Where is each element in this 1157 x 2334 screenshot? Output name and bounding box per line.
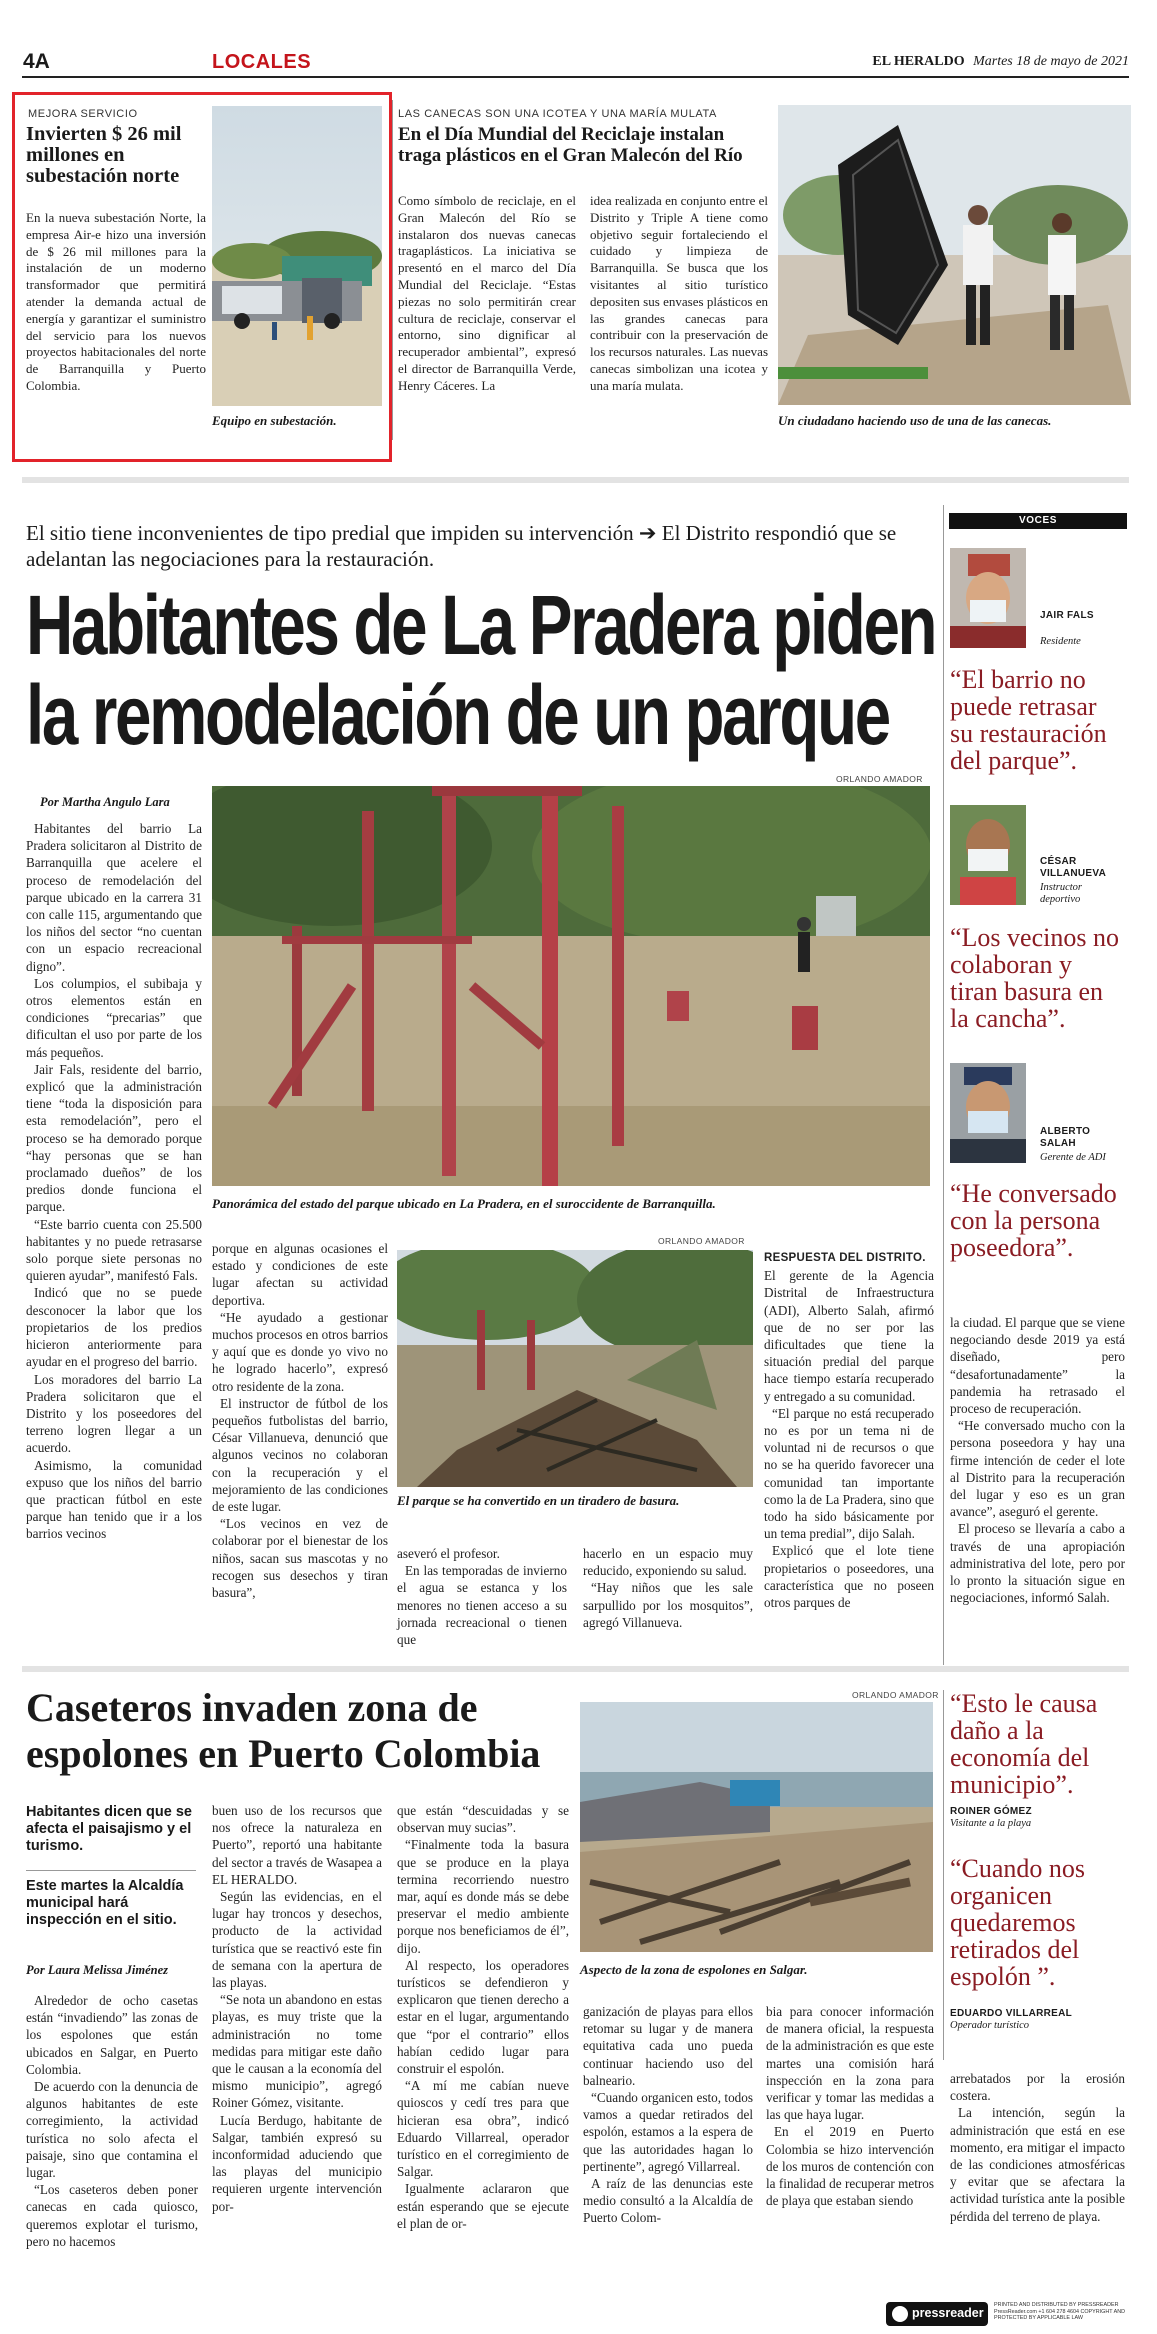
- pressreader-icon: [892, 2306, 908, 2322]
- main-paragraph: “El parque no está recuperado no es por un tema ni de voluntad ni de recursos o que no se ha querido favorecer una comunidad tan importante como la de La Pradera, sino que todo ha sido básicamente por un tema predial”, dijo Salah.: [764, 1405, 934, 1542]
- bottom-byline: Por Laura Melissa Jiménez: [26, 1963, 169, 1977]
- main-paragraph: Explicó que el lote tiene propietarios o poseedores, una característica que no poseen otros parques de: [764, 1543, 934, 1611]
- bottom-paragraph: Igualmente aclararon que están esperando que se ejecute el plan de or-: [397, 2181, 569, 2231]
- bottom-paragraph: De acuerdo con la denuncia de algunos habitantes de este corregimiento, la actividad turística no solo afecta el paisaje, sino que contamina el lugar.: [26, 2079, 198, 2181]
- main-paragraph: hacerlo en un espacio muy reducido, exponiendo su salud.: [583, 1546, 753, 1579]
- edition-date: Martes 18 de mayo de 2021: [973, 54, 1129, 69]
- bottom-column-3: [397, 1802, 569, 2232]
- bottom-paragraph: Lucía Berdugo, habitante de Salgar, también expresó su inconformidad aduciendo que las playas del municipio requieren urgente intervención por-: [212, 2112, 382, 2214]
- bottom-paragraph: arrebatados por la erosión costera.: [950, 2071, 1125, 2104]
- substation-photo: [212, 106, 382, 406]
- voice-3-name: ALBERTO SALAH: [1040, 1126, 1091, 1149]
- voice-3-quote: “He conversado con la persona poseedora”.: [950, 1179, 1117, 1262]
- bottom-quote-1: “Esto le causa daño a la economía del municipio”.: [950, 1689, 1098, 1799]
- main-paragraph: “Hay niños que les sale sarpullido por los mosquitos”, agregó Villanueva.: [583, 1580, 753, 1630]
- voice-1-name: JAIR FALS: [1040, 610, 1094, 621]
- voice-2-name: CÉSAR VILLANUEVA: [1040, 856, 1107, 879]
- trash-park-photo: [397, 1250, 753, 1487]
- main-byline: Por Martha Angulo Lara: [40, 795, 170, 809]
- brief-divider: [392, 100, 393, 440]
- main-column-1: [26, 820, 202, 1543]
- voice-1-role: Residente: [1040, 636, 1081, 647]
- photo-credit-bottom: ORLANDO AMADOR: [852, 1690, 939, 1700]
- brief1-body: En la nueva subestación Norte, la empresa Air-e hizo una inversión de $ 26 mil millones para la instalación de un moderno transformador que permitirá atender la demanda actual de energía y garantizar el suministro del servicio para los nuevos proyectos habitacionales del norte de Barranquilla y Puerto Colombia.: [26, 210, 206, 393]
- avatar: [950, 548, 1026, 648]
- bottom-paragraph: La intención, según la administración que está en ese momento, era mitigar el impacto de las condiciones atmosféricas y evitar que se afectara la actividad turística ante la posible pérdida del terreno de playa.: [950, 2105, 1125, 2224]
- main-paragraph: aseveró el profesor.: [397, 1546, 500, 1561]
- bottom-quote-2-name: EDUARDO VILLARREAL: [950, 2008, 1073, 2019]
- section-name: LOCALES: [212, 51, 312, 73]
- voice-2-role: Instructor deportivo: [1040, 882, 1082, 905]
- photo-credit-main: ORLANDO AMADOR: [836, 774, 923, 784]
- bottom-column-4: [583, 2003, 753, 2227]
- bottom-column-6: [950, 2070, 1125, 2225]
- main-paragraph: Habitantes del barrio La Pradera solicitaron al Distrito de Barranquilla que acelere el proceso de remodelación del parque ubicado en la carrera 31 con calle 115, argumentando que los niños del sector “no cuentan con un espacio recreacional digno”.: [26, 821, 202, 974]
- bottom-paragraph: “Los caseteros deben poner canecas en cada quiosco, queremos explotar el turismo, pero no hacemos: [26, 2182, 198, 2249]
- bottom-paragraph: “Se nota un abandono en estas playas, es muy triste que la administración no tome medidas para mitigar este daño que le causan a la economía del mismo municipio”, agregó Roiner Gómez, visitante.: [212, 1992, 382, 2111]
- brief1-caption: Equipo en subestación.: [212, 413, 337, 428]
- bottom-paragraph: ganización de playas para ellos retomar su lugar y de manera equitativa cada uno pueda continuar haciendo uso del balneario.: [583, 2004, 753, 2088]
- bottom-paragraph: “Cuando organicen esto, todos vamos a quedar retirados del espolón, estamos a la espera de que las autoridades hagan lo pertinente”, agregó Villarreal.: [583, 2090, 753, 2174]
- main-caption-2: El parque se ha convertido en un tiradero de basura.: [397, 1493, 680, 1508]
- brief2-col1: Como símbolo de reciclaje, en el Gran Malecón del Río se instalaron dos nuevas canecas tragaplásticos. La iniciativa se presentó en el marco del Día Mundial del Reciclaje. “Estas piezas no solo permitirán crear cultura de reciclaje, conservar el entorno, sino dignificar al recuperador ambiental”, expresó el director de Barranquilla Verde, Henry Cáceres. La: [398, 193, 576, 393]
- bottom-paragraph: “Finalmente toda la basura que se produce en la playa termina recorriendo nuestro mar, aquí es donde más se debe preservar el medio ambiente porque nos beneficiamos de él”, dijo.: [397, 1837, 569, 1956]
- main-paragraph: En las temporadas de invierno el agua se estanca y los menores no tienen acceso a su jornada recreacional o tienen que: [397, 1563, 567, 1648]
- brief2-caption: Un ciudadano haciendo uso de una de las canecas.: [778, 413, 1052, 428]
- main-paragraph: Jair Fals, residente del barrio, explicó que la administración tiene “toda la disposición para esta remodelación”, pero el proceso se ha demorado porque “hay personas que se han proclamado dueños” de los predios donde funciona el parque.: [26, 1061, 202, 1215]
- main-paragraph: la ciudad. El parque que se viene negociando desde 2019 ya está diseñado, pero “desafortunadamente” la pandemia ha retrasado el proceso de recuperación.: [950, 1315, 1125, 1417]
- paper-name: EL HERALDO: [872, 54, 965, 69]
- main-paragraph: “He conversado mucho con la persona poseedora y hay una firme intención de ceder el lote al Distrito para la recuperación del lugar y eso es un gran avance”, aseguró el gerente.: [950, 1418, 1125, 1520]
- avatar: [950, 1063, 1026, 1163]
- main-column-6: [950, 1314, 1125, 1606]
- brief2-col2: idea realizada en conjunto entre el Distrito y Triple A tiene como objetivo seguir fortaleciendo el cuidado y limpieza de Barranquilla. Se busca que los visitantes al sitio turístico depositen sus envases plásticos en las grandes canecas para contribuir con la preservación de los recursos naturales. Las nuevas canecas simbolizan una icotea y una maría mulata.: [590, 193, 768, 393]
- main-paragraph: El proceso se llevaría a cabo a través de una apropiación administrativa del lote, pero por lo pronto la situación sigue en negociaciones, informó Salah.: [950, 1521, 1125, 1606]
- bottom-column-1: [26, 1992, 198, 2250]
- main-column-4: [583, 1545, 753, 1631]
- summary-2: Este martes la Alcaldía municipal hará inspección en el sitio.: [26, 1878, 184, 1928]
- main-column-2: [212, 1240, 388, 1601]
- main-column-3: [397, 1545, 567, 1648]
- main-paragraph: porque en algunas ocasiones el estado y condiciones de este lugar afectan su actividad deportiva.: [212, 1241, 388, 1308]
- bottom-headline-line-1: Caseteros invaden zona de: [26, 1685, 478, 1730]
- pressreader-logo: pressreader: [912, 2306, 984, 2320]
- recycling-bin-photo: [778, 105, 1131, 405]
- main-paragraph: “Este barrio cuenta con 25.500 habitantes y no puede retrasarse solo porque siete personas no quieren ayudar”, manifestó Fals.: [26, 1216, 202, 1284]
- summary-1: Habitantes dicen que se afecta el paisajismo y el turismo.: [26, 1804, 192, 1854]
- pressreader-badge[interactable]: [886, 2302, 988, 2326]
- main-deck: El sitio tiene inconvenientes de tipo predial que impiden su intervención ➔ El Distrito respondió que se adelantan las negociaciones para la restauración.: [26, 521, 897, 571]
- main-paragraph: “Los vecinos en vez de colaborar por el bienestar de los niños, sacan sus mascotas y no recogen sus desechos y tiran basura”,: [212, 1516, 388, 1601]
- bottom-column-5: [766, 2003, 934, 2209]
- subhead-respuesta: RESPUESTA DEL DISTRITO.: [764, 1252, 926, 1264]
- main-headline[interactable]: [26, 580, 946, 770]
- summary-rule: [26, 1870, 196, 1871]
- avatar: [950, 805, 1026, 905]
- bottom-paragraph: bia para conocer información de manera oficial, la respuesta de la administración es que este martes una comisión hará inspección en la zona para verificar y tomar las medidas a las que haya lugar.: [766, 2004, 934, 2123]
- bottom-quote-2-role: Operador turístico: [950, 2020, 1030, 2031]
- bottom-paragraph: “A mí me cabían nueve quioscos y cedí tres para que hicieran esa obra”, indicó Eduardo Villarreal, operador turístico en el corregimiento de Salgar.: [397, 2078, 569, 2180]
- voice-2-quote: “Los vecinos no colaboran y tiran basura en la cancha”.: [950, 923, 1119, 1033]
- bottom-caption: Aspecto de la zona de espolones en Salgar.: [580, 1962, 808, 1977]
- footer-small-print: PRINTED AND DISTRIBUTED BY PRESSREADER PressReader.com +1 604 278 4604 COPYRIGHT AND PROTECTED BY APPLICABLE LAW: [994, 2302, 1125, 2321]
- bottom-paragraph: que están “descuidadas y se observan muy sucias”.: [397, 1803, 569, 1836]
- voice-1-quote: “El barrio no puede retrasar su restauración del parque”.: [950, 665, 1107, 775]
- park-panorama-photo: [212, 786, 930, 1186]
- page-number: 4A: [23, 50, 50, 73]
- bottom-headline[interactable]: [26, 1685, 586, 1777]
- main-paragraph: Asimismo, la comunidad expuso que los niños del barrio que practican fútbol en este parque han tenido que ir a los barrios vecinos: [26, 1457, 202, 1542]
- bottom-quote-1-name: ROINER GÓMEZ: [950, 1806, 1032, 1817]
- bottom-paragraph: Al respecto, los operadores turísticos se defendieron y explicaron que tienen derecho a estar en el lugar, argumentando que “por el contrario” ellos habían cedido lugar para construir el espolón.: [397, 1957, 569, 2077]
- bottom-quote-2: “Cuando nos organicen quedaremos retirados del espolón ”.: [950, 1854, 1086, 1991]
- bottom-paragraph: A raíz de las denuncias este medio consultó a la Alcaldía de Puerto Colom-: [583, 2176, 753, 2226]
- brief1-kicker: MEJORA SERVICIO: [28, 108, 138, 120]
- bottom-paragraph: Según las evidencias, en el lugar hay troncos y desechos, producto de la actividad turística que se reactivó este fin de semana con la apertura de las playas.: [212, 1889, 382, 1991]
- bottom-paragraph: Alrededor de ocho casetas están “invadiendo” las zonas de los espolones que están ubicados en Salgar, en Puerto Colombia.: [26, 1993, 198, 2077]
- main-paragraph: Los moradores del barrio La Pradera solicitaron que el Distrito y los poseedores del terreno logren llegar a un acuerdo.: [26, 1371, 202, 1456]
- main-paragraph: “He ayudado a gestionar muchos procesos en otros barrios y aquí que es donde yo vivo no he logrado hacerlo”, expresó otro residente de la zona.: [212, 1309, 388, 1394]
- bottom-quote-rule: [943, 1690, 944, 2060]
- voces-label: VOCES: [1018, 515, 1057, 526]
- main-paragraph: El gerente de la Agencia Distrital de Infraestructura (ADI), Alberto Salah, afirmó que de no ser por las dificultades que tiene la situación predial del parque hace tiempo estaría recuperado y entregado a su comunidad.: [764, 1268, 934, 1404]
- main-caption-1: Panorámica del estado del parque ubicado en La Pradera, en el suroccidente de Barranquilla.: [212, 1196, 716, 1211]
- brief1-title[interactable]: Invierten $ 26 mil millones en subestación norte: [26, 123, 182, 187]
- bottom-quote-1-role: Visitante a la playa: [950, 1818, 1032, 1829]
- bottom-headline-line-2: espolones en Puerto Colombia: [26, 1731, 541, 1776]
- bottom-column-2: [212, 1802, 382, 2215]
- main-paragraph: Indicó que no se puede desconocer la labor que los propietarios de los predios hicieron anteriormente para ayudar en el progreso del barrio.: [26, 1285, 202, 1370]
- voice-3-role: Gerente de ADI: [1040, 1152, 1106, 1163]
- photo-credit-secondary: ORLANDO AMADOR: [658, 1236, 745, 1246]
- voces-column-rule: [943, 505, 944, 1665]
- main-bottom-rule: [22, 1666, 1129, 1672]
- brief2-kicker: LAS CANECAS SON UNA ICOTEA Y UNA MARÍA MULATA: [398, 108, 717, 120]
- brief2-title[interactable]: En el Día Mundial del Reciclaje instalan traga plásticos en el Gran Malecón del Río: [398, 124, 743, 166]
- main-headline-line-2: la remodelación de un parque: [26, 668, 889, 762]
- main-paragraph: Los columpios, el subibaja y otros elementos están en condiciones “precarias” que dificultan el uso por parte de los más pequeños.: [26, 975, 202, 1060]
- espolones-photo: [580, 1702, 933, 1952]
- masthead-line: [872, 53, 1129, 70]
- header-rule: [22, 76, 1129, 78]
- main-headline-line-1: Habitantes de La Pradera piden: [26, 578, 936, 672]
- bottom-paragraph: En el 2019 en Puerto Colombia se hizo intervención de los muros de contención con la finalidad de recuperar metros de playa que estaban siendo: [766, 2124, 934, 2209]
- bottom-paragraph: buen uso de los recursos que nos ofrece la naturaleza en Puerto”, reportó una habitante del sector a través de Wasapea a EL HERALDO.: [212, 1803, 382, 1887]
- main-paragraph: El instructor de fútbol de los pequeños futbolistas del barrio, César Villanueva, denunció que algunos vecinos no colaboran con la recuperación y el mejoramiento de las condiciones de este lugar.: [212, 1395, 388, 1515]
- main-column-5: [764, 1250, 934, 1611]
- brief-bottom-rule: [22, 477, 1129, 483]
